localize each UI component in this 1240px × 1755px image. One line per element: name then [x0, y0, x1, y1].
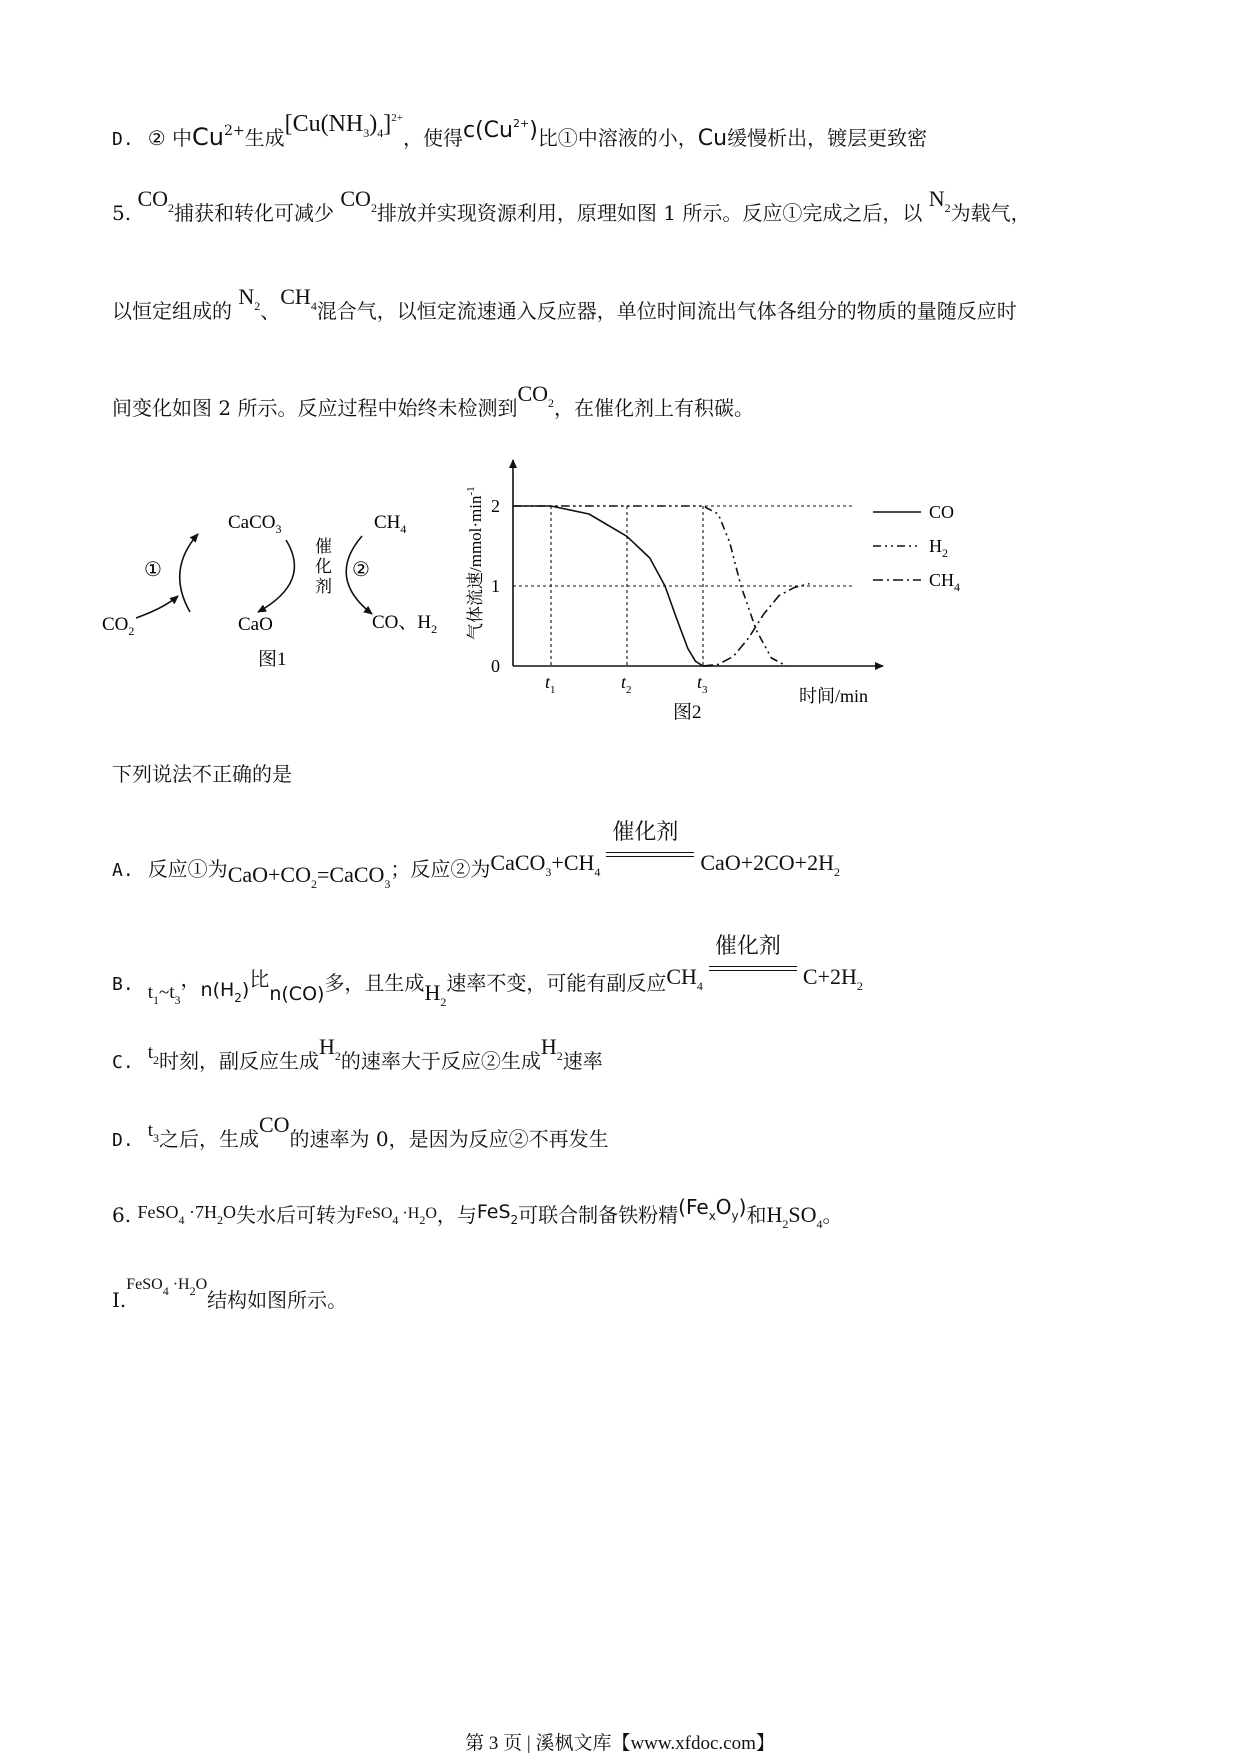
figure-1-cycle-diagram	[100, 500, 450, 690]
arrow-co2-to-cycle	[136, 596, 178, 618]
catalyst-char-2: 化	[315, 557, 332, 576]
question-5-line-3: 间变化如图 2 所示。反应过程中始终未检测到$CO_2$，在催化剂上有积碳。	[112, 381, 755, 420]
page-footer: 第 3 页 | 溪枫文库【www.xfdoc.com】	[465, 1733, 775, 1754]
option-label: C.	[112, 1052, 134, 1073]
question-number: 5.	[112, 201, 132, 225]
y-tick-2: 2	[491, 496, 500, 516]
option-d[interactable]: D. $t_3$之后，生成CO的速率为 0，是因为反应②不再发生	[112, 1112, 609, 1151]
step-2-label: ②	[352, 559, 370, 581]
question-6-part-I: I.$^{FeSO_4 \cdot H_2O}$结构如图所示。	[112, 1276, 348, 1312]
option-b[interactable]: B. $t_1\sim t_3$，$n(H_2)$比n(CO)多，且生成$H_2$速率不变，可能有副反应$CH_4$ 催化剂 $C+2H_2$	[112, 934, 863, 1009]
x-axis-label: 时间/min	[799, 686, 869, 706]
figure-2-caption: 图2	[673, 702, 702, 723]
legend-label-h2: $H_2$	[929, 536, 948, 560]
products-label: CO、$H_2$	[372, 612, 438, 636]
legend-label-co: CO	[929, 502, 955, 522]
series-ch4-line	[703, 584, 809, 666]
catalyst-equals-sign: 催化剂	[705, 958, 801, 992]
part-label: I.	[112, 1288, 127, 1312]
y-tick-0: 0	[491, 656, 500, 676]
catalyst-equals-sign: 催化剂	[602, 844, 698, 878]
y-axis-label: 气体流速$/mmol\cdot\min^{-1}$	[465, 486, 485, 640]
catalyst-char-3: 剂	[315, 577, 332, 596]
option-d-prev: D. ② 中$Cu^{2+}$生成$[Cu(NH_3)_4]^{2+}$，使得$c(Cu^{2+})$比①中溶液的小，Cu缓慢析出，镀层更致密	[112, 111, 928, 151]
question-prompt: 下列说法不正确的是	[112, 762, 292, 786]
option-label: D.	[112, 129, 134, 150]
arrow-cao-to-caco3	[180, 534, 198, 612]
x-tick-t2: $t_2$	[621, 672, 632, 696]
x-tick-t1: $t_1$	[545, 672, 556, 696]
catalyst-char-1: 催	[315, 537, 332, 556]
option-label: A.	[112, 860, 134, 881]
question-5-line-1: 5. $CO_2$捕获和转化可减少 $CO_2$排放并实现资源利用，原理如图 1 所示。反应①完成之后，以 $N_2$为载气，	[112, 186, 1031, 225]
arrow-caco3-to-cao	[258, 540, 294, 612]
caco3-label: CaCO$_3$	[228, 512, 282, 536]
series-h2-line	[513, 506, 787, 666]
question-number: 6.	[112, 1203, 132, 1227]
option-c[interactable]: C. $t_2$时刻，副反应生成$H_2$的速率大于反应②生成$H_2$速率	[112, 1034, 603, 1073]
figure-1-caption: 图1	[258, 649, 287, 670]
figure-2-chart	[455, 450, 1015, 730]
y-tick-1: 1	[491, 576, 500, 596]
ch4-label: $CH_4$	[374, 512, 407, 536]
step-1-label: ①	[144, 559, 162, 581]
legend-label-ch4: $CH_4$	[929, 570, 961, 594]
cao-label: CaO	[238, 614, 273, 635]
option-a[interactable]: A. 反应①为$CaO+CO_2=CaCO_3$；反应②为$CaCO_3+CH_4$ 催化剂 $CaO+2CO+2H_2$	[112, 820, 840, 891]
x-tick-t3: $t_3$	[697, 672, 708, 696]
option-label: B.	[112, 974, 134, 995]
question-6-line-1: 6. FeSO$_4$ $\cdot 7H_2O$失水后可转为$^{FeSO_4 \cdot H_2O}$，与FeS$_2$可联合制备铁粉精$(Fe_xO_y)$和$H_2SO_4$。	[112, 1195, 843, 1231]
question-5-line-2: 以恒定组成的 $N_2$、$CH_4$混合气，以恒定流速通入反应器，单位时间流出气体各组分的物质的量随反应时	[112, 284, 1017, 323]
option-label: D.	[112, 1130, 134, 1151]
co2-label: $CO_2$	[102, 614, 135, 638]
